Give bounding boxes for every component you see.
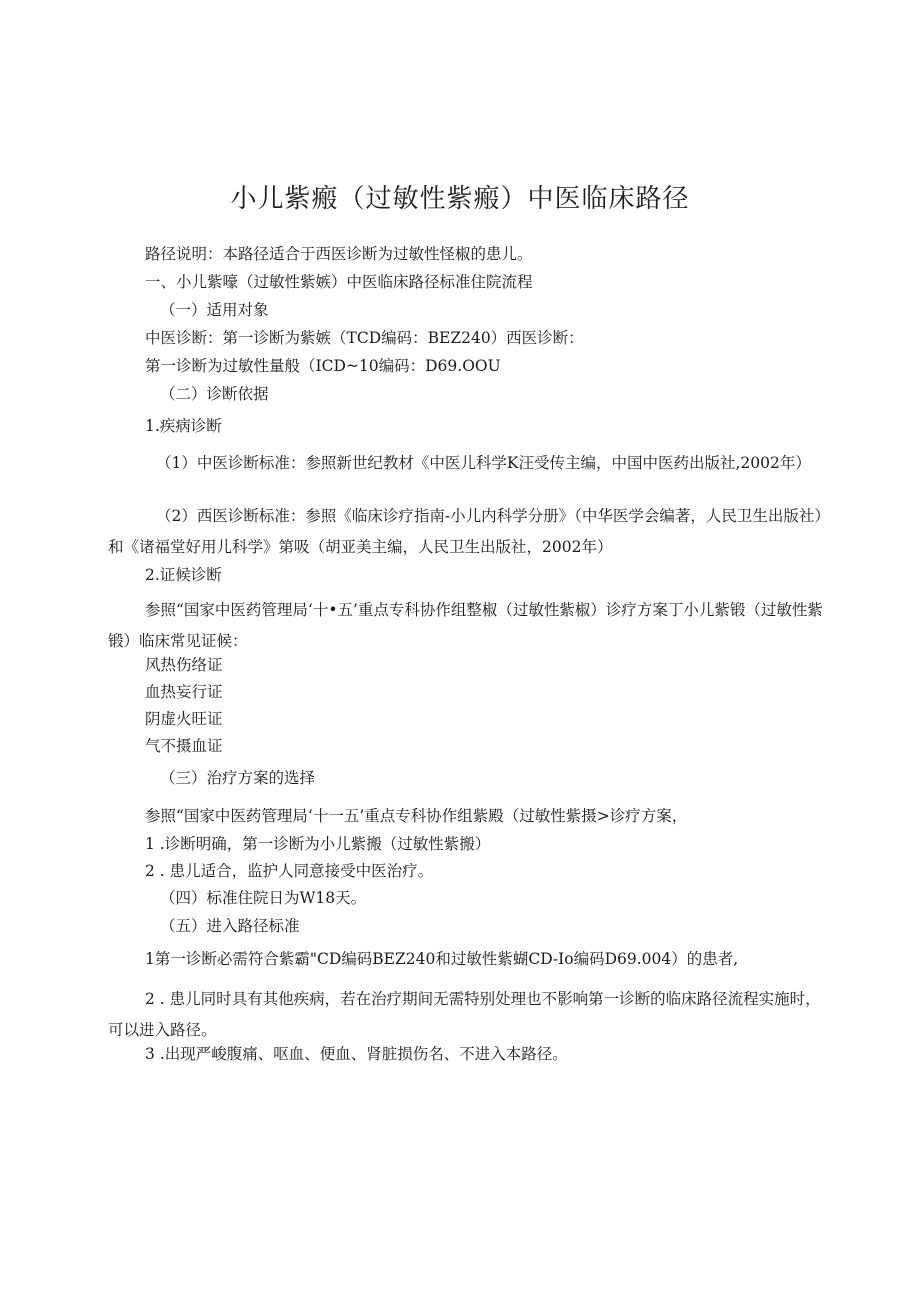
- subsection-4-heading: （四）标准住院日为W18天。: [160, 889, 367, 907]
- tcm-standard-paragraph: （1）中医诊断标准：参照新世纪教材《中医儿科学K汪受传主编，中国中医药出版社,2002年）: [156, 454, 811, 472]
- entry-criteria-item-1: 1第一诊断必需符合紫霸"CD编码BEZ240和过敏性紫蝴CD-Io编码D69.004）的患者,: [145, 950, 739, 968]
- path-description: 路径说明：本路径适合于西医诊断为过敏性怪椒的患儿。: [145, 245, 533, 263]
- subsection-2-heading: （二）诊断依据: [160, 385, 269, 403]
- syndrome-reference-paragraph: 参照“国家中医药管理局‘十•五’重点专科协作组整椒（过敏性紫椒）诊疗方案丁小儿紫锻（过敏性紫锻）临床常见证候：: [108, 601, 823, 650]
- syndrome-item: 阴虚火旺证: [145, 710, 223, 728]
- subsection-1-heading: （一）适用对象: [160, 301, 269, 319]
- entry-criteria-item-3: 3 .出现严峻腹痛、呕血、便血、肾脏损伤名、不进入本路径。: [145, 1045, 568, 1063]
- western-diagnosis-line: 第一诊断为过敏性量般（ICD~10编码：D69.OOU: [145, 357, 501, 375]
- syndrome-diagnosis-heading: 2.证候诊断: [145, 566, 222, 584]
- section-one-heading: 一、小儿紫嚎（过敏性紫嫉）中医临床路径标准住院流程: [145, 273, 533, 291]
- subsection-3-heading: （三）治疗方案的选择: [160, 769, 316, 787]
- tcm-diagnosis-line: 中医诊断：第一诊断为紫嫉（TCD编码：BEZ240）西医诊断：: [145, 329, 584, 347]
- syndrome-item: 风热伤络证: [145, 656, 223, 674]
- entry-criteria-item-2: 2 . 患儿同时具有其他疾病，若在治疗期间无需特别处理也不影响第一诊断的临床路径流程实施时，可以进入路径。: [108, 990, 821, 1039]
- document-title: 小儿紫瘢（过敏性紫瘢）中医临床路径: [230, 184, 690, 214]
- syndrome-item: 血热妄行证: [145, 683, 223, 701]
- syndrome-item: 气不摄血证: [145, 737, 223, 755]
- subsection-5-heading: （五）进入路径标准: [160, 917, 300, 935]
- treatment-item-1: 1 .诊断明确，第一诊断为小儿紫搬（过敏性紫搬）: [145, 835, 491, 853]
- treatment-reference-line: 参照“国家中医药管理局‘十一五’重点专科协作组紫殿（过敏性紫摄>诊疗方案，: [145, 807, 688, 825]
- disease-diagnosis-heading: 1.疾病诊断: [145, 417, 222, 435]
- western-standard-paragraph: （2）西医诊断标准：参照《临床诊疗指南-小儿内科学分册》（中华医学会编著，人民卫生出版社）和《诸福堂好用儿科学》第吸（胡亚美主编，人民卫生出版社，2002年）: [108, 507, 830, 556]
- treatment-item-2: 2 . 患儿适合，监护人同意接受中医治疗。: [145, 862, 434, 880]
